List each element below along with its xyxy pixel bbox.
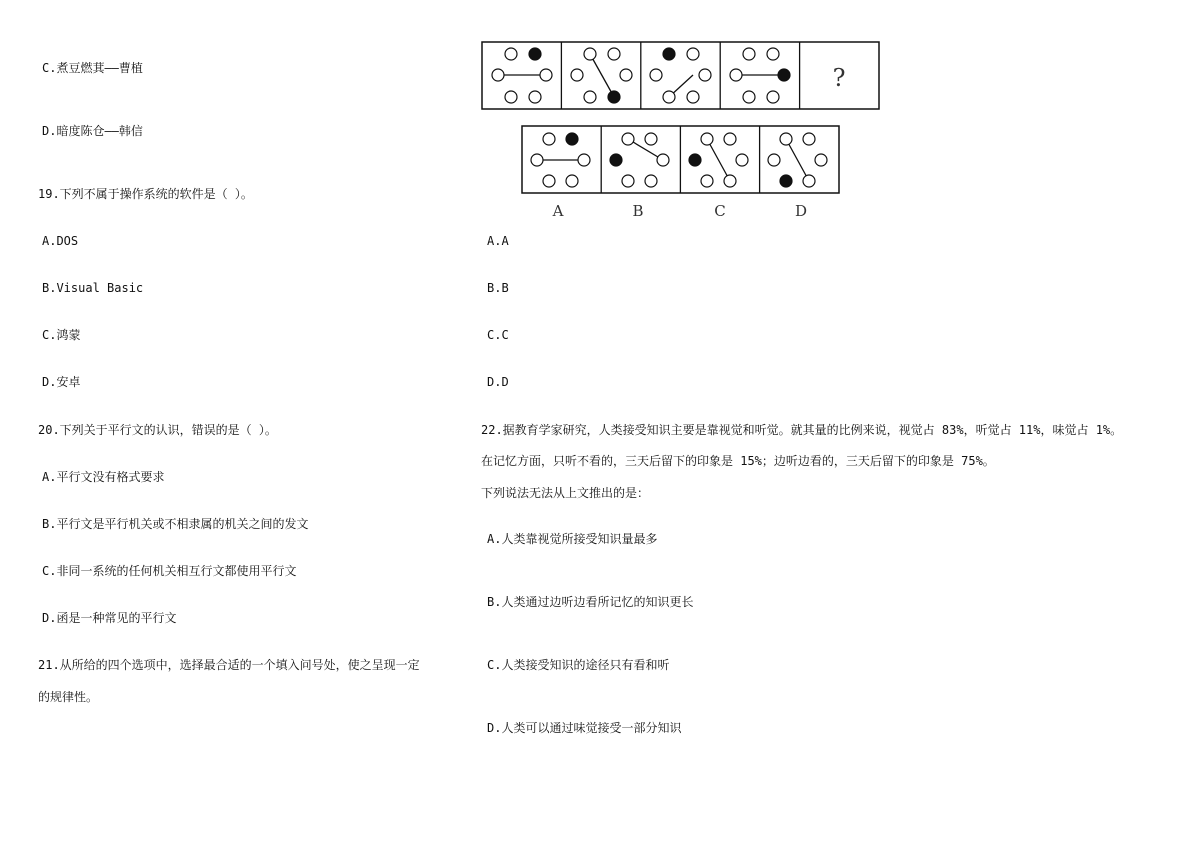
q19-stem: 19.下列不属于操作系统的软件是（ ）。 <box>38 187 253 201</box>
q22-option-b: B.人类通过边听边看所记忆的知识更长 <box>487 595 694 609</box>
option-label-c: C <box>714 202 726 220</box>
q21-stem-line2: 的规律性。 <box>38 690 99 704</box>
option-label-d: D <box>794 202 808 220</box>
question-mark: ? <box>832 64 846 92</box>
option-label-b: B <box>632 202 644 220</box>
q18-option-d: D.暗度陈仓——韩信 <box>42 124 143 138</box>
q19-option-b: B.Visual Basic <box>42 281 144 295</box>
q18-option-c: C.煮豆燃萁——曹植 <box>42 61 143 75</box>
q19-option-c: C.鸿蒙 <box>42 328 81 342</box>
q22-option-a: A.人类靠视觉所接受知识量最多 <box>487 532 658 546</box>
q22-option-c: C.人类接受知识的途径只有看和听 <box>487 658 670 672</box>
q19-option-d: D.安卓 <box>42 375 81 389</box>
q20-option-d: D.函是一种常见的平行文 <box>42 611 177 625</box>
q19-option-a: A.DOS <box>42 234 79 248</box>
option-label-a: A <box>552 202 564 220</box>
q22-option-d: D.人类可以通过味觉接受一部分知识 <box>487 721 682 735</box>
q20-option-b: B.平行文是平行机关或不相隶属的机关之间的发文 <box>42 517 309 531</box>
q21-option-c: C.C <box>487 328 509 342</box>
q20-stem: 20.下列关于平行文的认识，错误的是（ ）。 <box>38 423 277 437</box>
q21-option-b: B.B <box>487 281 509 295</box>
q22-stem-line2: 在记忆方面，只听不看的，三天后留下的印象是 15%；边听边看的，三天后留下的印象是 75%。 <box>481 454 995 468</box>
q22-stem-line3: 下列说法无法从上文推出的是： <box>481 486 650 500</box>
q21-option-a: A.A <box>487 234 509 248</box>
sequence-row <box>482 42 879 109</box>
q22-stem-line1: 22.据教育学家研究，人类接受知识主要是靠视觉和听觉。就其量的比例来说，视觉占 83%，听觉占 11%，味觉占 1%。 <box>481 423 1123 437</box>
q20-option-a: A.平行文没有格式要求 <box>42 470 165 484</box>
q21-option-d: D.D <box>487 375 509 389</box>
q21-stem-line1: 21.从所给的四个选项中，选择最合适的一个填入问号处，使之呈现一定 <box>38 658 420 672</box>
q20-option-c: C.非同一系统的任何机关相互行文都使用平行文 <box>42 564 297 578</box>
options-row <box>522 126 839 220</box>
figure-reasoning-puzzle <box>480 40 890 225</box>
